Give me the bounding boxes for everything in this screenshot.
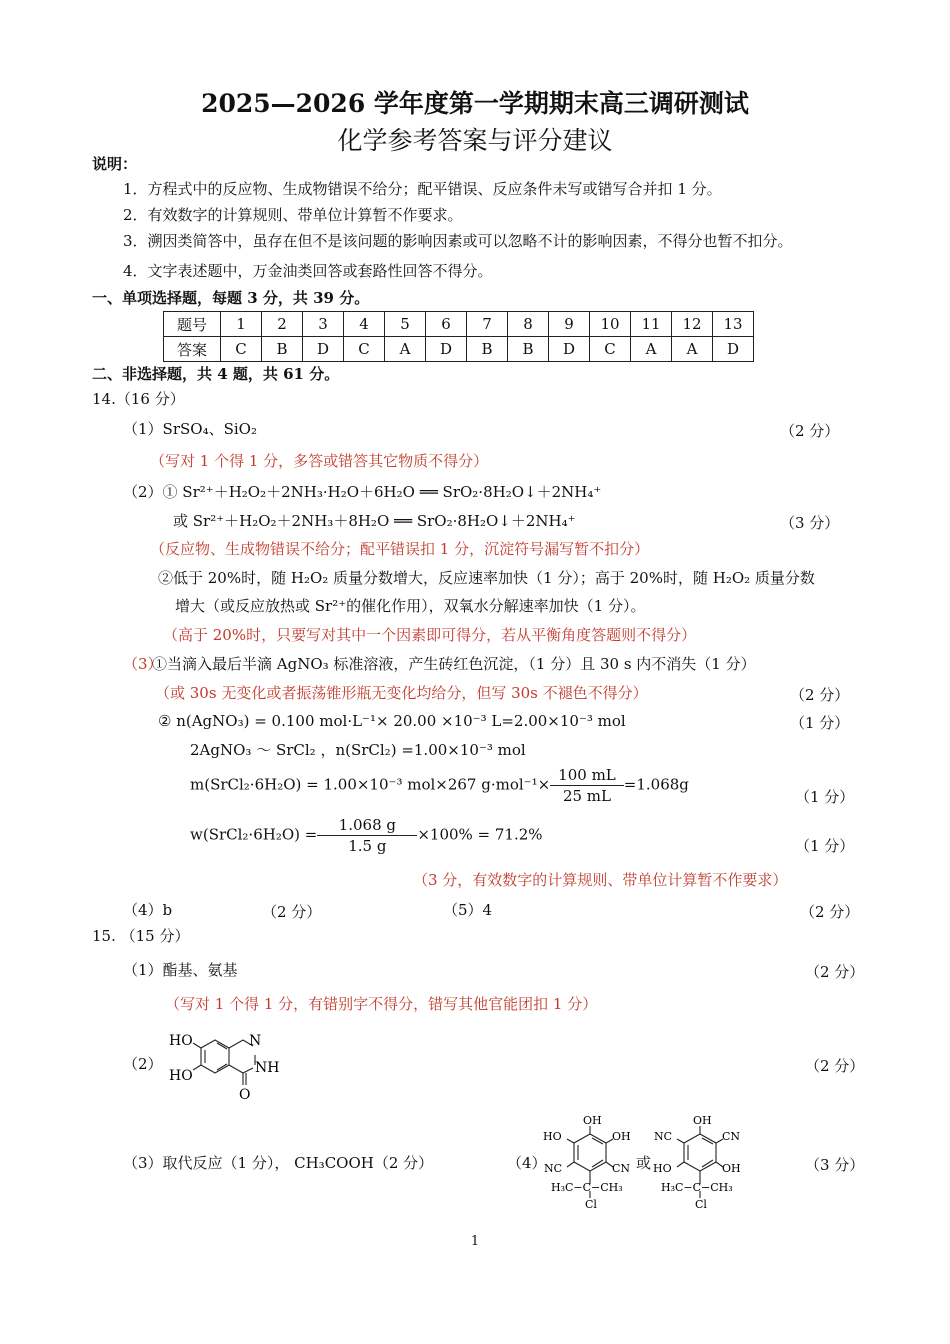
q14-part3-line: ①当滴入最后半滴 AgNO₃ 标准溶液，产生砖红色沉淀，（1 分）且 30 s 内不消失（1 分） bbox=[152, 655, 756, 673]
q14-part5: （5）4 bbox=[443, 901, 493, 919]
answer-cell: A bbox=[672, 337, 713, 362]
q14-calc1-score: （1 分） bbox=[790, 714, 850, 732]
alkyl-label: H₃C−C−CH₃ bbox=[551, 1181, 623, 1194]
q15-part1: （1）酯基、氨基 bbox=[123, 961, 238, 979]
answer-cell: D bbox=[426, 337, 467, 362]
cyano-label: CN bbox=[612, 1162, 631, 1175]
answer-row bbox=[164, 337, 754, 362]
q14-part5-score: （2 分） bbox=[800, 903, 860, 921]
calc4-fraction bbox=[317, 816, 417, 855]
note-item: 2．有效数字的计算规则、带单位计算暂不作要求。 bbox=[123, 206, 463, 224]
q14-part2-score: （3 分） bbox=[780, 514, 840, 532]
q15-part2-score: （2 分） bbox=[805, 1057, 865, 1075]
hydroxyl-label: HO bbox=[169, 1033, 193, 1049]
answer-cell: D bbox=[303, 337, 344, 362]
calc3-right: =1.068g bbox=[623, 775, 689, 794]
row-label: 题号 bbox=[164, 312, 221, 337]
q15-part1-score: （2 分） bbox=[805, 963, 865, 981]
question-row bbox=[164, 312, 754, 337]
q15-part4: （4） bbox=[507, 1154, 547, 1172]
calc4-left: w(SrCl₂·6H₂O) = bbox=[190, 825, 318, 844]
alkyl-label: H₃C−C−CH₃ bbox=[661, 1181, 733, 1194]
q14-calc4 bbox=[190, 816, 543, 855]
answer-cell: A bbox=[631, 337, 672, 362]
q14-header: 14.（16 分） bbox=[92, 390, 185, 408]
answer-cell: C bbox=[590, 337, 631, 362]
hydroxyl-label: OH bbox=[612, 1130, 631, 1143]
question-number: 1 bbox=[221, 312, 262, 337]
q14-part1-note: （写对 1 个得 1 分，多答或错答其它物质不得分） bbox=[150, 452, 489, 470]
cyano-label: NC bbox=[544, 1162, 563, 1175]
q14-part1: （1）SrSO₄、SiO₂ bbox=[123, 420, 257, 438]
q14-part3-label: （3） bbox=[123, 655, 163, 673]
notes-label: 说明： bbox=[92, 155, 138, 173]
answer-cell: C bbox=[221, 337, 262, 362]
note-item: 3．溯因类简答中，虽存在但不是该问题的影响因素或可以忽略不计的影响因素，不得分也暂不扣分。 bbox=[123, 232, 793, 250]
hydroxyl-label: OH bbox=[722, 1162, 741, 1175]
note-item: 4．文字表述题中，万金油类回答或套路性回答不得分。 bbox=[123, 262, 493, 280]
answer-cell: C bbox=[344, 337, 385, 362]
q15-part4-score: （3 分） bbox=[805, 1156, 865, 1174]
question-number: 13 bbox=[713, 312, 754, 337]
answer-table bbox=[163, 311, 754, 362]
q14-part3-note: （或 30s 无变化或者振荡锥形瓶无变化均给分，但写 30s 不褪色不得分） bbox=[155, 684, 648, 702]
question-number: 3 bbox=[303, 312, 344, 337]
q14-part2b-note: （高于 20%时，只要写对其中一个因素即可得分，若从平衡角度答题则不得分） bbox=[163, 626, 697, 644]
note-item: 1．方程式中的反应物、生成物错误不给分；配平错误、反应条件未写或错写合并扣 1 分。 bbox=[123, 180, 722, 198]
q15-part2: （2） bbox=[123, 1055, 163, 1073]
q14-calc1: ② n(AgNO₃) = 0.100 mol·L⁻¹× 20.00 ×10⁻³ L=2.00×10⁻³ mol bbox=[158, 712, 626, 730]
page-title: 2025—2026 学年度第一学期期末高三调研测试 bbox=[201, 89, 749, 118]
cyano-label: CN bbox=[722, 1130, 741, 1143]
calc4-numerator: 1.068 g bbox=[317, 816, 417, 836]
q14-calc3 bbox=[190, 766, 689, 805]
q15-part4-or: 或 bbox=[636, 1154, 652, 1172]
calc3-denominator: 25 mL bbox=[562, 787, 611, 805]
question-number: 10 bbox=[590, 312, 631, 337]
section2-heading: 二、非选择题，共 4 题，共 61 分。 bbox=[92, 365, 340, 383]
row-label: 答案 bbox=[164, 337, 221, 362]
calc3-numerator: 100 mL bbox=[550, 766, 624, 786]
hydroxyl-label: HO bbox=[653, 1162, 672, 1175]
nitrogen-label: N bbox=[249, 1033, 262, 1049]
question-number: 9 bbox=[549, 312, 590, 337]
page-subtitle: 化学参考答案与评分建议 bbox=[337, 126, 613, 155]
answer-cell: D bbox=[549, 337, 590, 362]
question-number: 7 bbox=[467, 312, 508, 337]
answer-cell: B bbox=[262, 337, 303, 362]
page-number: 1 bbox=[470, 1234, 480, 1249]
hydroxyl-label: HO bbox=[169, 1068, 193, 1084]
q15-part3: （3）取代反应（1 分）， CH₃COOH（2 分） bbox=[123, 1154, 434, 1172]
answer-cell: D bbox=[713, 337, 754, 362]
benzene-structure-a bbox=[540, 1112, 640, 1212]
q14-calc3-score: （1 分） bbox=[795, 788, 855, 806]
q14-part1-score: （2 分） bbox=[780, 422, 840, 440]
answer-cell: B bbox=[508, 337, 549, 362]
q14-part2b-line1: ②低于 20%时，随 H₂O₂ 质量分数增大，反应速率加快（1 分）；高于 20%时，随 H₂O₂ 质量分数 bbox=[158, 569, 815, 587]
answer-cell: A bbox=[385, 337, 426, 362]
q14-part4: （4）b bbox=[123, 901, 173, 919]
calc4-right: ×100% = 71.2% bbox=[417, 825, 543, 844]
benzene-structure-b bbox=[650, 1112, 750, 1212]
question-number: 12 bbox=[672, 312, 713, 337]
calc4-denominator: 1.5 g bbox=[348, 837, 387, 855]
question-number: 2 bbox=[262, 312, 303, 337]
q14-part2b-line2: 增大（或反应放热或 Sr²⁺的催化作用），双氧水分解速率加快（1 分）。 bbox=[175, 597, 646, 615]
hydroxyl-label: OH bbox=[693, 1114, 712, 1127]
cyano-label: NC bbox=[654, 1130, 673, 1143]
question-number: 11 bbox=[631, 312, 672, 337]
q14-calc4-score: （1 分） bbox=[795, 837, 855, 855]
answer-cell: B bbox=[467, 337, 508, 362]
nh-label: NH bbox=[255, 1060, 280, 1076]
section1-heading: 一、单项选择题，每题 3 分，共 39 分。 bbox=[92, 289, 370, 307]
calc3-left: m(SrCl₂·6H₂O) = 1.00×10⁻³ mol×267 g·mol⁻¹× bbox=[190, 775, 551, 794]
q14-calc-note: （3 分，有效数字的计算规则、带单位计算暂不作要求） bbox=[413, 871, 788, 889]
question-number: 6 bbox=[426, 312, 467, 337]
question-number: 4 bbox=[344, 312, 385, 337]
hydroxyl-label: OH bbox=[583, 1114, 602, 1127]
q14-calc2: 2AgNO₃ ～ SrCl₂ ，n(SrCl₂) =1.00×10⁻³ mol bbox=[190, 741, 526, 759]
q14-part4-score: （2 分） bbox=[262, 903, 322, 921]
chlorine-label: Cl bbox=[585, 1198, 597, 1211]
q14-part3-score: （2 分） bbox=[790, 686, 850, 704]
q14-part2-eq2: 或 Sr²⁺＋H₂O₂＋2NH₃＋8H₂O ══ SrO₂·8H₂O↓＋2NH₄⁺ bbox=[173, 512, 576, 530]
hydroxyl-label: HO bbox=[543, 1130, 562, 1143]
oxygen-label: O bbox=[239, 1087, 251, 1103]
question-number: 5 bbox=[385, 312, 426, 337]
quinazolinone-structure bbox=[165, 1025, 300, 1105]
calc3-fraction bbox=[550, 766, 624, 805]
q14-part2-eq1: （2）① Sr²⁺＋H₂O₂＋2NH₃·H₂O＋6H₂O ══ SrO₂·8H₂O↓＋2NH₄⁺ bbox=[123, 483, 602, 501]
q14-part2-note: （反应物、生成物错误不给分；配平错误扣 1 分，沉淀符号漏写暂不扣分） bbox=[150, 540, 650, 558]
q15-part1-note: （写对 1 个得 1 分，有错别字不得分，错写其他官能团扣 1 分） bbox=[165, 995, 598, 1013]
chlorine-label: Cl bbox=[695, 1198, 707, 1211]
question-number: 8 bbox=[508, 312, 549, 337]
q15-header: 15. （15 分） bbox=[92, 927, 190, 945]
